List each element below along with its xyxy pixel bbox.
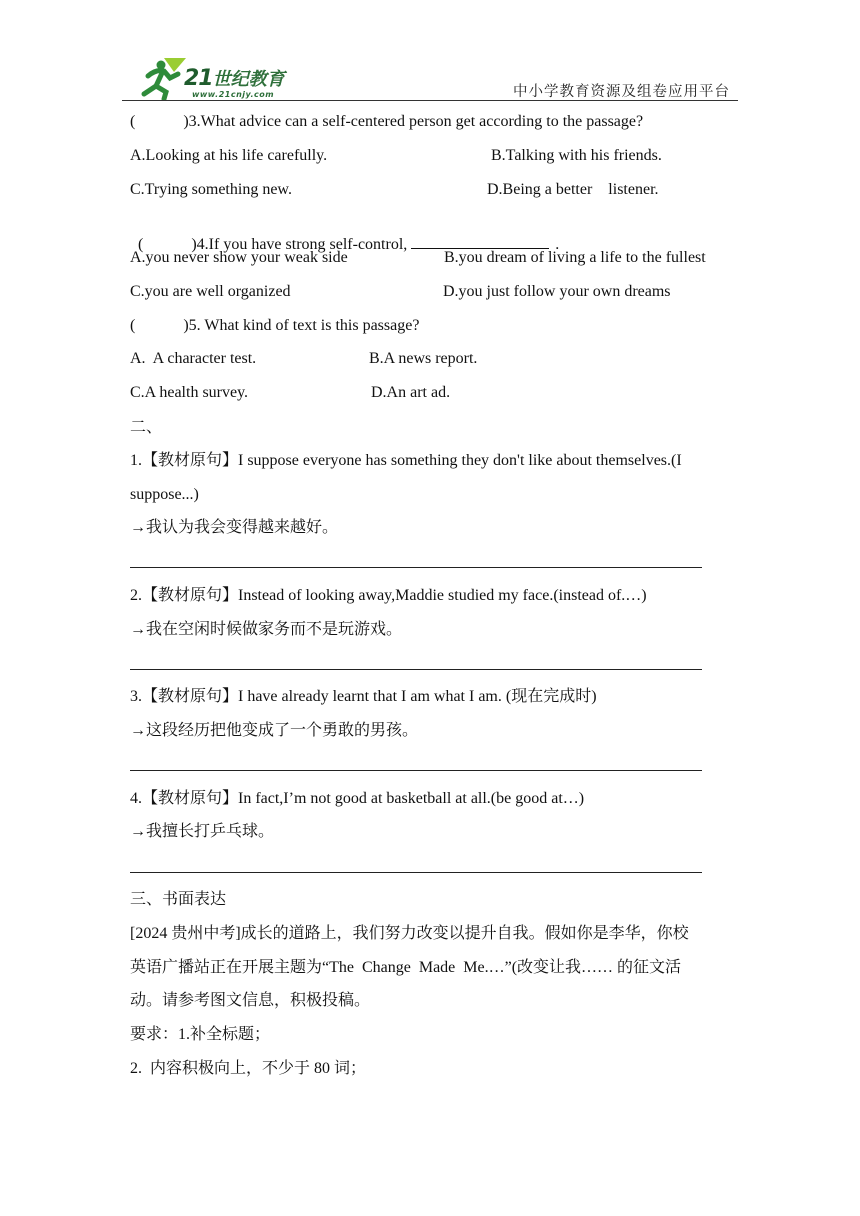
answer-line-3[interactable] (130, 770, 702, 771)
writing-prompt-line-3: 动。请参考图文信息，积极投稿。 (130, 992, 371, 1009)
question-4-option-d: D.you just follow your own dreams (443, 283, 671, 300)
sentence-4-original: 4.【教材原句】In fact,I’m not good at basketball at all.(be good at…) (130, 790, 585, 807)
section-3-heading: 三、书面表达 (130, 891, 227, 908)
question-3-option-c: C.Trying something new. (130, 181, 292, 198)
writing-prompt-line-1: [2024 贵州中考]成长的道路上，我们努力改变以提升自我。假如你是李华，你校 (130, 925, 689, 942)
question-4-option-b: B.you dream of living a life to the fullest (444, 249, 706, 266)
question-5-stem: ( )5. What kind of text is this passage? (130, 317, 420, 334)
question-3-option-b: B.Talking with his friends. (491, 147, 662, 164)
answer-line-4[interactable] (130, 872, 702, 873)
question-3-option-d: D.Being a better listener. (487, 181, 659, 198)
question-5-option-b: B.A news report. (369, 350, 478, 367)
sentence-3-original: 3.【教材原句】I have already learnt that I am what I am. (现在完成时) (130, 688, 597, 705)
answer-line-2[interactable] (130, 669, 702, 670)
sentence-1-original-cont: suppose...) (130, 486, 199, 503)
question-4-stem-end: . (555, 236, 560, 253)
fill-in-blank (411, 234, 549, 249)
logo (134, 56, 314, 100)
requirement-2: 2. 内容积极向上，不少于 80 词； (130, 1060, 367, 1077)
sentence-4-prompt: →我擅长打乒乓球。 (130, 823, 275, 840)
sentence-2-prompt: →我在空闲时候做家务而不是玩游戏。 (130, 621, 403, 638)
writing-prompt-line-2: 英语广播站正在开展主题为“The Change Made Me.…”(改变让我…… 的征文活 (130, 959, 682, 976)
platform-title: 中小学教育资源及组卷应用平台 (513, 84, 730, 100)
page-header (122, 52, 738, 102)
question-3-stem: ( )3.What advice can a self-centered person get according to the passage? (130, 113, 644, 130)
logo-text: 21世纪教育 (184, 66, 285, 91)
sentence-1-original: 1.【教材原句】I suppose everyone has something they don't like about themselves.(I (130, 452, 682, 469)
sentence-2-original: 2.【教材原句】Instead of looking away,Maddie studied my face.(instead of.…) (130, 587, 647, 604)
answer-line-1[interactable] (130, 567, 702, 568)
question-3-option-a: A.Looking at his life carefully. (130, 147, 328, 164)
question-4-option-c: C.you are well organized (130, 283, 291, 300)
requirement-1: 要求：1.补全标题； (130, 1026, 271, 1043)
question-5-option-a: A. A character test. (130, 350, 257, 367)
question-5-option-c: C.A health survey. (130, 384, 249, 401)
sentence-3-prompt: →这段经历把他变成了一个勇敢的男孩。 (130, 722, 419, 739)
sentence-1-prompt: →我认为我会变得越来越好。 (130, 519, 339, 536)
question-4-option-a: A.you never show your weak side (130, 249, 348, 266)
question-4-stem: ( )4.If you have strong self-control, (138, 236, 408, 253)
logo-url: www.21cnjy.com (192, 90, 275, 99)
section-2-heading: 二、 (130, 419, 163, 436)
runner-logo-icon (134, 56, 188, 100)
header-divider (122, 100, 738, 101)
question-5-option-d: D.An art ad. (371, 384, 451, 401)
